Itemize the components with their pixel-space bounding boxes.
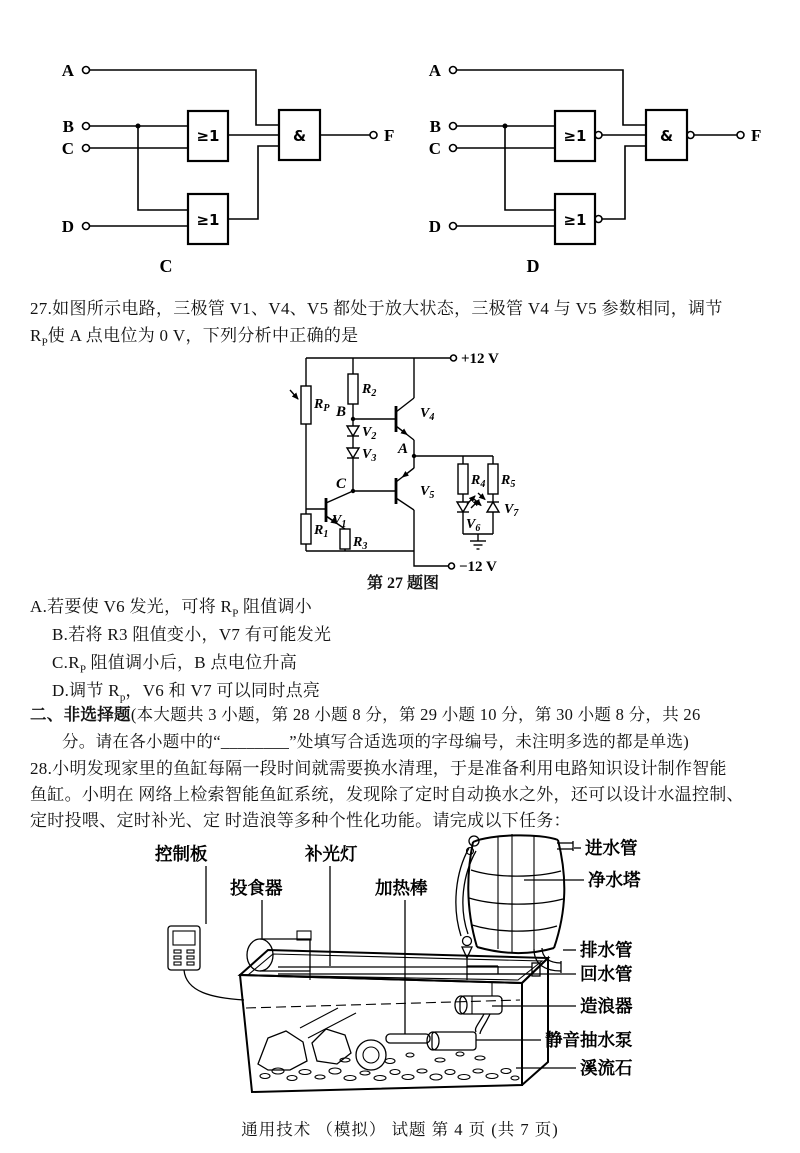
transistor-v4 [396,398,414,440]
input-terminal-d [83,223,90,230]
label-control-board: 控制板 [155,844,208,864]
q28-fishtank-diagram [140,828,680,1088]
potentiometer-rp [290,386,311,424]
v3-label: $V_3$ [362,447,377,464]
label-d: D [61,217,74,236]
led-v6 [457,496,479,512]
v5-label: $V_5$ [420,484,435,501]
input-terminal-c [450,145,457,152]
q27-option-b: B.若将 R3 阻值变小，V7 有可能发光 [52,625,332,644]
q27-figure-caption: 第 27 题图 [366,575,439,592]
junction-dot [503,124,508,129]
output-terminal-f [370,132,377,139]
r4-label: $R_4$ [471,473,486,490]
label-f: F [384,126,395,145]
label-fill-light: 补光灯 [305,844,358,864]
q27-option-d: D.调节 $R_p$，V6 和 V7 可以同时点亮 [52,681,321,704]
option-caption-d: D [526,256,540,276]
resistor-r4 [458,464,468,494]
vee-terminal [449,563,455,569]
label-silent-pump: 静音抽水泵 [545,1030,633,1050]
label-a: A [61,61,74,80]
q27-option-a: A.若要使 V6 发光，可将 $R_P$ 阻值调小 [30,597,313,620]
vee-label: −12 V [459,559,497,575]
wires [457,70,738,226]
section2-heading-line2: 分。请在各小题中的“________”处填写合适选项的字母编号，未注明多选的都是单选) [62,732,690,751]
q28-stem-line3: 定时投喂、定时补光、定 时造浪等多种个性化功能。请完成以下任务： [30,811,571,830]
q27-stem-line1: 27.如图所示电路，三极管 V1、V4、V5 都处于放大状态，三极管 V4 与 V5 参数相同，调节 [30,299,723,318]
label-return-pipe: 回水管 [580,964,633,984]
label-feeder: 投食器 [230,878,283,898]
rocks [258,1029,386,1070]
label-c: C [61,139,74,158]
diode-v3 [347,448,359,458]
wave-maker [455,983,502,1034]
circuit-wires [306,358,493,566]
v7-label: $V_7$ [504,502,519,519]
node-c-dot [351,489,355,493]
and-gate-symbol: & [292,127,307,145]
node-a-label: A [397,441,408,457]
vcc-label: +12 V [461,351,499,367]
label-a: A [428,61,441,80]
node-c-label: C [335,476,346,492]
heater-rod [386,1034,430,1043]
section2-heading-line1: 二、非选择题(本大题共 3 小题，第 28 小题 8 分，第 29 小题 10 分，第 30 小题 8 分，共 26 [30,705,701,724]
r5-label: $R_5$ [501,473,516,490]
r3-label: $R_3$ [353,535,368,552]
label-b: B [62,117,74,136]
q27-stem-line2: $R_P$使 A 点电位为 0 V，下列分析中正确的是 [30,326,359,349]
gravel [260,1052,519,1081]
input-terminal-a [83,67,90,74]
r2-label: $R_2$ [362,382,377,399]
page-footer: 通用技术 （模拟） 试题 第 4 页 (共 7 页) [241,1120,559,1139]
option-caption-c: C [159,256,173,276]
ground-symbol [470,534,486,549]
vcc-terminal [451,355,457,361]
silent-pump [427,1032,476,1050]
input-terminal-c [83,145,90,152]
label-stream-stone: 溪流石 [580,1058,633,1078]
r1-label: $R_1$ [314,523,329,540]
resistor-r2 [348,374,358,404]
control-panel [168,926,244,1000]
v4-label: $V_4$ [420,406,435,423]
label-purifier-tower: 净水塔 [588,870,641,890]
led-v7 [474,493,499,512]
fill-light-tube [278,963,540,976]
transistor-v5 [396,468,414,510]
node-a-dot [412,454,416,458]
q28-stem-line1: 28.小明发现家里的鱼缸每隔一段时间就需要换水清理，于是准备利用电路知识设计制作智能 [30,759,727,778]
or-gate-1-symbol: ≥1 [196,127,220,145]
nand-gate-symbol: & [659,127,674,145]
junction-dot [136,124,141,129]
v6-label: $V_6$ [466,517,481,534]
input-terminal-d [450,223,457,230]
label-b: B [429,117,441,136]
purifier-tower [467,834,565,953]
node-b-label: B [335,404,346,420]
v2-label: $V_2$ [362,425,377,442]
input-terminal-a [450,67,457,74]
feeder-unit [247,931,311,980]
logic-diagram-d [395,38,775,283]
q27-circuit-diagram [278,346,528,576]
resistor-r3 [340,529,350,549]
resistor-r5 [488,464,498,494]
label-d: D [428,217,441,236]
v1-label: $V_1$ [332,513,347,530]
label-f: F [751,126,762,145]
q28-stem-line2: 鱼缸。小明在 网络上检索智能鱼缸系统，发现除了定时自动换水之外，还可以设计水温控制、 [30,785,744,804]
rp-label: $R_P$ [314,397,330,414]
label-wave-maker: 造浪器 [580,996,633,1016]
node-b-dot [351,417,355,421]
label-inlet-pipe: 进水管 [585,838,638,858]
input-terminal-b [83,123,90,130]
wires [90,70,371,226]
output-terminal-f [737,132,744,139]
input-terminal-b [450,123,457,130]
nor-gate-1-symbol: ≥1 [563,127,587,145]
or-gate-2-symbol: ≥1 [196,211,220,229]
logic-diagram-c [28,38,408,283]
resistor-r1 [301,514,311,544]
label-drain-pipe: 排水管 [580,940,633,960]
diode-v2 [347,426,359,436]
q27-option-c: $C.R_P$ 阻值调小后，B 点电位升高 [52,653,297,676]
nor-gate-2-symbol: ≥1 [563,211,587,229]
label-heater: 加热棒 [375,878,428,898]
label-c: C [428,139,441,158]
